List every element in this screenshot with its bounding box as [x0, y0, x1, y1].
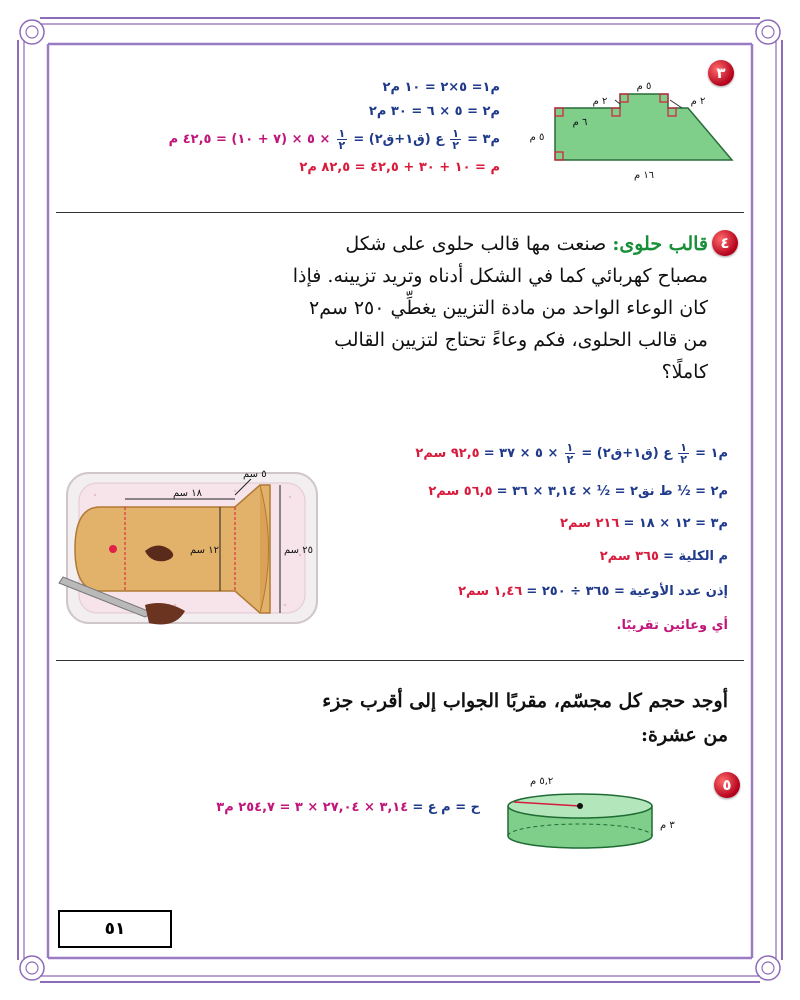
fig3-inner-label: ٦ م — [572, 117, 588, 128]
problem-4-sol5: إذن عدد الأوعية = ٣٦٥ ÷ ٢٥٠ = ١,٤٦ سم٢ — [458, 584, 728, 599]
problem-4-sol2: م٢ = ½ ط نق٢ = ½ × ٣,١٤ × ٣٦ = ٥٦,٥ سم٢ — [428, 484, 728, 499]
separator-1 — [56, 212, 744, 213]
problem-4-sol4: م الكلية = ٣٦٥ سم٢ — [599, 549, 728, 564]
problem-3-eq3: م٣ = $\frac{١}{٢}$ ع (ق١+ق٢) = $\frac{١}{٢}$ × ٥ × (٧ + ١٠) = ٤٢,٥ م — [168, 127, 500, 152]
section-5-intro: أوجد حجم كل مجسّم، مقربًا الجواب إلى أقرب جزء من عشرة: — [322, 690, 728, 746]
problem-5-badge: ٥ — [714, 772, 740, 798]
fraction-half: $\frac{١}{٢}$ — [452, 127, 459, 152]
cylinder-height-label: ٣ م — [660, 820, 675, 831]
fig3-height-label: ٥ م — [529, 132, 545, 143]
fig3-top-label: ٥ م — [636, 81, 652, 92]
fig3-right-step-label: ٢ م — [690, 96, 706, 107]
cake-twentyfive-label: ٢٥ سم — [284, 545, 313, 556]
cake-figure — [55, 455, 340, 635]
problem-4-title: قالب حلوى: — [612, 233, 708, 255]
cake-twelve-label: ١٢ سم — [190, 545, 219, 556]
cylinder-figure — [500, 770, 720, 860]
problem-3-eq4: م = ١٠ + ٣٠ + ٤٢,٥ = ٨٢,٥ م٢ — [299, 160, 500, 175]
problem-4-text: قالب حلوى: صنعت مها قالب حلوى على شكل مصباح كهربائي كما في الشكل أدناه وتريد تزيينه. فإذا كان الوعاء الواحد من مادة التزيين يغطِّي ٢٥٠ سم٢ من قالب الحلوى، فكم وعاءً تحتاج لتزيين القالب كاملًا؟ — [292, 233, 708, 383]
problem-3-eq1: م١= ٥×٢ = ١٠ م٢ — [382, 80, 500, 95]
problem-4-badge: ٤ — [712, 230, 738, 256]
fraction-half: $\frac{١}{٢}$ — [680, 441, 687, 466]
problem-4-sol6: أي وعائين تقريبًا. — [616, 618, 728, 633]
fraction-half: $\frac{١}{٢}$ — [566, 441, 574, 466]
cake-five-label: ٥ سم — [243, 469, 267, 480]
fig3-left-step-label: ٢ م — [592, 96, 608, 107]
cylinder-radius-label: ٥,٢ م — [530, 776, 554, 787]
problem-3-figure — [520, 78, 750, 193]
problem-4-sol1: م١ = $\frac{١}{٢}$ ع (ق١+ق٢) = $\frac{١}{٢}$ × ٥ × ٣٧ = ٩٢,٥ سم٢ — [415, 441, 728, 466]
problem-3-eq2: م٢ = ٥ × ٦ = ٣٠ م٢ — [368, 104, 500, 119]
problem-5-eq: ح = م ع = ٣,١٤ × ٢٧,٠٤ × ٣ = ٢٥٤,٧ م٣ — [216, 800, 480, 815]
problem-3-badge: ٣ — [708, 60, 734, 86]
fraction-half: $\frac{١}{٢}$ — [338, 127, 346, 152]
page-number-box: ٥١ — [58, 910, 172, 948]
separator-2 — [56, 660, 744, 661]
fig3-bottom-label: ١٦ م — [633, 170, 655, 181]
cake-eighteen-label: ١٨ سم — [173, 488, 202, 499]
problem-4-sol3: م٣ = ١٢ × ١٨ = ٢١٦ سم٢ — [560, 516, 728, 531]
